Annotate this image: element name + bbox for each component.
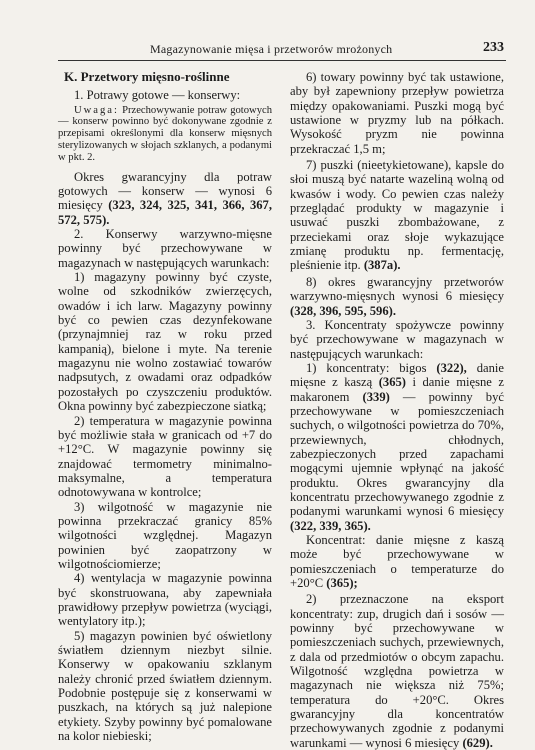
guarantee-text: Okres gwarancyjny dla potraw gotowych — konserw — wynosi 6 miesięcy <box>58 169 272 213</box>
running-title: Magazynowanie mięsa i przetworów mrożonych <box>150 42 393 56</box>
concentrate-1-c: i danie mięsne z makaronem <box>290 375 504 404</box>
concentrate-kasza-text: Koncentrat: danie mięsne z kaszą może być przechowywane w pomieszczeniach o temperaturze do +20°C <box>290 533 504 591</box>
note-label: Uwaga: <box>74 104 119 116</box>
condition-8 <box>290 275 504 318</box>
condition-7 <box>290 158 504 273</box>
left-column <box>58 70 272 743</box>
condition-7-ref: (387a). <box>363 258 401 273</box>
condition-2: 2) temperatura w magazynie powinna być możliwie stała w granicach od +7 do +12°C. W magazynie powinny się znajdować termometry minimalno-maksymalne, a temperatura odnotowywana w kontrolce; <box>58 413 272 500</box>
note-paragraph <box>58 105 272 164</box>
condition-5: 5) magazyn powinien być oświetlony światłem dziennym niezbyt silnie. Konserwy w opakowaniu szklanym należy chronić przed światłem dziennym. Podobnie postępuje się z konserwami w puszkach, na których są już nalepione etykiety. Szyby powinny być pomalowane na kolor niebieski; <box>58 628 272 744</box>
page-header <box>58 38 506 61</box>
concentrate-2-text: 2) przeznaczone na eksport koncentraty: zup, drugich dań i sosów — powinny być przechowywane w pomieszczeniach suchych, przewiewnych, z dala od przedmiotów o obcym zapachu. Wilgotność względna powietrza w magazynach nie większa niż 75%; temperatura do +20°C. Okres gwarancyjny dla koncentratów przechowywanych zgodnie z podanymi warunkami — wynosi 6 miesięcy <box>290 592 504 750</box>
item-2-paragraph: 2. Konserwy warzywno-mięsne powinny być przechowywane w magazynach w następujących warunkach: <box>58 227 272 270</box>
condition-8-ref: (328, 396, 595, 596). <box>290 303 396 318</box>
concentrate-1 <box>290 361 504 533</box>
right-column <box>290 70 504 750</box>
note-text: Przechowywanie potraw gotowych — konserw powinno być dokonywane zgodnie z przepisami określonymi dla konserw mięsnych sterylizowanych w słojach szklanych, a podanymi w pkt. 2. <box>58 104 272 163</box>
item-1-heading: 1. Potrawy gotowe — konserwy: <box>74 88 241 103</box>
concentrate-1-d-ref: (322, 339, 365). <box>290 518 371 533</box>
page-number: 233 <box>483 40 504 55</box>
condition-7-text: 7) puszki (nieetykietowane), kapsle do słoi muszą być natarte wazeliną wolną od kwasów i wody. Co pewien czas należy przeglądać produkty w magazynie i usuwać puszki zbombażowane, z przeciekami oraz słoje wykazujące zmianę produktu np. fermentację, pleśnienie itp. <box>290 158 504 273</box>
condition-3: 3) wilgotność w magazynie nie powinna przekraczać granicy 85% wilgotności względnej. Magazyn powinien być zaopatrzony w wilgotnościomierze; <box>58 499 272 571</box>
concentrate-1-d: — powinny być przechowywane w pomieszczeniach suchych, o wilgotności powietrza do 70%, przewiewnych, chłodnych, zabezpieczonych przed zapachami mogącymi ujemnie wpłynąć na jakość produktu. Okres gwarancyjny dla koncentratu przechowywanego zgodnie z podanymi warunkami wynosi 6 miesięcy <box>290 389 504 519</box>
concentrate-1-c-ref: (339) <box>362 389 390 404</box>
section-title: K. Przetwory mięsno-roślinne <box>64 69 230 84</box>
condition-4: 4) wentylacja w magazynie powinna być skonstruowana, aby zapewniała prawidłowy przepływ powietrza (wyciągi, wentylatory itp.); <box>58 571 272 629</box>
concentrate-2 <box>290 592 504 750</box>
concentrate-1-b: danie mięsne z kaszą <box>290 360 505 390</box>
concentrate-1-a-ref: (322), <box>436 360 467 375</box>
guarantee-refs: (323, 324, 325, 341, 366, 367, 572, 575). <box>58 198 272 227</box>
concentrate-kasza-ref: (365); <box>326 576 358 591</box>
condition-1: 1) magazyny powinny być czyste, wolne od szkodników zwierzęcych, owadów i ich larw. Magazyny powinny być co pewien czas dezynfekowane (przynajmniej raz w roku przed kampanią), bielone i myte. Na terenie magazynu nie wolno zostawiać towarów nadpsutych, z owadami oraz odpadków pozostałych po czyszczeniu produktów. Okna powinny być zabezpieczone siatką; <box>58 270 272 414</box>
concentrate-1-b-ref: (365) <box>378 375 406 390</box>
guarantee-paragraph <box>58 170 272 227</box>
concentrate-1-a: 1) koncentraty: bigos <box>306 360 437 375</box>
concentrate-kasza <box>290 533 504 590</box>
item-3-paragraph: 3. Koncentraty spożywcze powinny być przechowywane w magazynach w następujących warunkach: <box>290 317 504 361</box>
condition-6: 6) towary powinny być tak ustawione, aby był zapewniony przepływ powietrza między opakowaniami. Puszki mogą być ustawione w pryzmy lub na półkach. Wysokość pryzm nie powinna przekraczać 1,5 m; <box>290 70 504 156</box>
concentrate-2-ref: (629). <box>462 735 493 750</box>
condition-8-text: 8) okres gwarancyjny przetworów warzywno-mięsnych wynosi 6 miesięcy <box>290 274 504 304</box>
